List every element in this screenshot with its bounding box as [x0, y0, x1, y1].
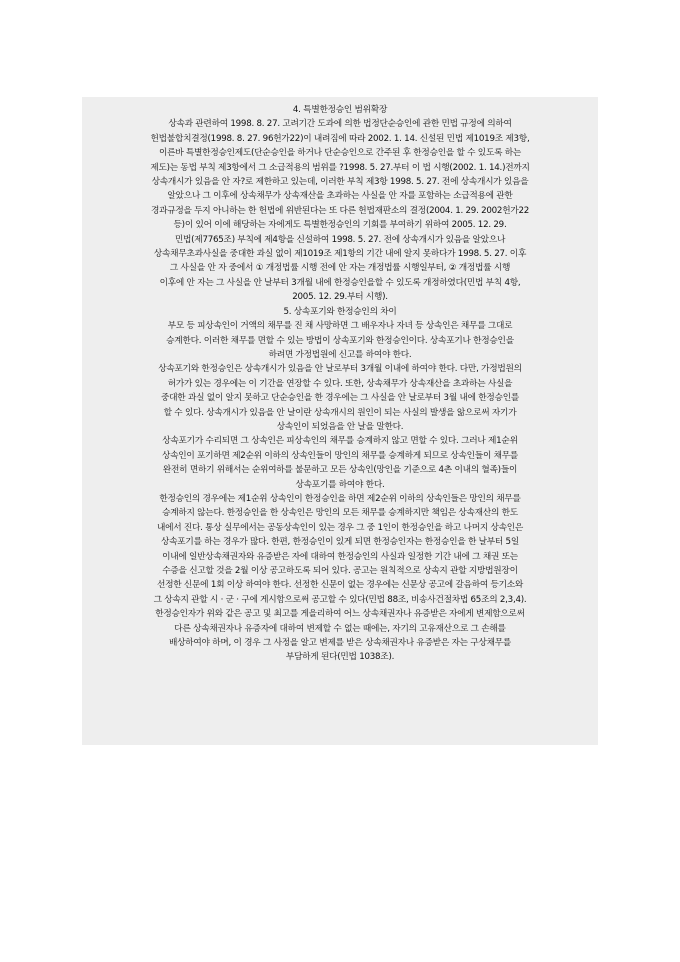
text-line: 하려면 가정법원에 신고를 하여야 한다. [268, 349, 412, 360]
text-line: 알았으나 그 이후에 상속채무가 상속재산을 초과하는 사실을 안 자를 포함하는 소급적용에 관한 [167, 191, 513, 202]
text-line: 상속과 관련하여 1998. 8. 27. 고려기간 도과에 의한 법정단순승인에 관한 민법 규정에 의하여 [168, 119, 512, 130]
text-line: 그 사실을 안 자 중에서 ① 개정법률 시행 전에 안 자는 개정법률 시행일부터, ② 개정법률 시행 [169, 263, 511, 274]
text-line: 헌법불합치결정(1998. 8. 27. 96헌가22)이 내려짐에 따라 2002. 1. 14. 신설된 민법 제1019조 제3항, [150, 133, 530, 144]
text-line: 수증을 신고할 것을 2월 이상 공고하도록 되어 있다. 공고는 원칙적으로 상속지 관할 지방법원장이 [162, 566, 518, 576]
text-line: 내에서 진다. 통상 실무에서는 공동상속인이 있는 경우 그 중 1인이 한정승인을 하고 나머지 상속인은 [156, 522, 524, 533]
text-line: 부담하게 된다(민법 1038조). [285, 652, 395, 663]
document-text [88, 103, 592, 665]
text-line: 중대한 과실 없이 알지 못하고 단순승인을 한 경우에는 그 사실을 안 날로부터 3월 내에 한정승인를 [161, 393, 519, 404]
text-line: 상속포기와 한정승인은 상속개시가 있음을 안 날로부터 3개월 이내에 하여야 한다. 다만, 가정법원의 [158, 364, 522, 375]
text-line: 선정한 신문에 1회 이상 하여야 한다. 선정한 신문이 없는 경우에는 신문상 공고에 갈음하여 등기소와 [156, 580, 524, 591]
text-line: 상속포기가 수리되면 그 상속인은 피상속인의 채무를 승계하지 않고 면할 수 있다. 그러나 제1순위 [162, 436, 518, 447]
text-line: 이내에 일반상속채권자와 유증받은 자에 대하여 한정승인의 사실과 일정한 기간 내에 그 채권 또는 [162, 551, 518, 562]
text-line: 제도)는 동법 부칙 제3항에서 그 소급적용의 범위를 ?1998. 5. 27.부터 이 법 시행(2002. 1. 14.)전까지 [150, 162, 530, 173]
text-line: 상속포기를 하는 경우가 많다. 한편, 한정승인이 있게 되면 한정승인자는 한정승인을 한 날부터 5일 [161, 537, 519, 548]
section-heading-5: 5. 상속포기와 한정승인의 차이 [283, 306, 397, 317]
text-line: 배상하여야 하며, 이 경우 그 사정을 알고 변제를 받은 상속채권자나 유증받은 자는 구상채무를 [168, 638, 512, 649]
text-line: 부모 등 피상속인이 거액의 채무를 진 채 사망하면 그 배우자나 자녀 등 상속인은 채무를 그대로 [167, 321, 513, 332]
text-line: 승계하지 않는다. 한정승인을 한 상속인은 망인의 모든 채무를 승계하지만 책임은 상속재산의 한도 [162, 508, 518, 519]
text-line: 승계한다. 이러한 채무를 면할 수 있는 방법이 상속포기와 한정승인이다. 상속포기나 한정승인을 [166, 335, 514, 346]
text-line: 경과규정을 두지 아니하는 한 헌법에 위반된다는 또 다른 헌법재판소의 결정(2004. 1. 29. 2002헌가22 [150, 205, 530, 216]
text-line: 상속인이 되었음을 안 날을 말한다. [276, 421, 404, 432]
text-line: 이른바 특별한정승인제도(단순승인을 하거나 단순승인으로 간주된 후 한정승인을 할 수 있도록 하는 [158, 148, 522, 159]
text-line: 이후에 안 자는 그 사실을 안 날부터 3개월 내에 한정승인을할 수 있도록 개정하였다(민법 부칙 4항, [159, 277, 521, 288]
text-line: 한정승인의 경우에는 제1순위 상속인이 한정승인을 하면 제2순위 이하의 상속인들은 망인의 채무를 [159, 493, 521, 504]
text-line: 상속채무초과사실을 중대한 과실 없이 제1019조 제1항의 기간 내에 알지 못하다가 1998. 5. 27. 이후 [153, 249, 527, 260]
text-line: 다른 상속채권자나 유증자에 대하여 변제할 수 없는 때에는, 자기의 고유재산으로 그 손해를 [174, 623, 506, 634]
text-line: 상속포기를 하여야 한다. [295, 479, 385, 490]
text-line: 할 수 있다. 상속개시가 있음을 안 날이란 상속개시의 원인이 되는 사실의 발생을 앎으로써 자기가 [163, 407, 517, 418]
text-line: 한정승인자가 위와 같은 공고 및 최고를 게을리하여 어느 상속채권자나 유증받은 자에게 변제함으로써 [155, 609, 525, 620]
text-line: 상속인이 포기하면 제2순위 이하의 상속인들이 망인의 채무를 승계하게 되므로 상속인들이 채무를 [161, 450, 519, 461]
text-line: 2005. 12. 29.부터 시행). [292, 292, 388, 303]
text-line: 완전히 면하기 위해서는 순위여하를 불문하고 모든 상속인(망인을 기준으로 4촌 이내의 혈족)들이 [162, 465, 518, 476]
text-line: 상속개시가 있음을 안 자?로 제한하고 있는데, 이러한 부칙 제3항 1998. 5. 27. 전에 상속개시가 있음을 [151, 177, 529, 188]
text-line: 등)이 있어 이에 해당하는 자에게도 특별한정승인의 기회를 부여하기 위하여 2005. 12. 29. [173, 220, 507, 231]
text-line: 허가가 있는 경우에는 이 기간을 연장할 수 있다. 또한, 상속채무가 상속재산을 초과하는 사실을 [167, 378, 513, 389]
text-line: 민법(제7765조) 부칙에 제4항을 신설하여 1998. 5. 27. 전에 상속개시가 있음을 알았으나 [174, 234, 506, 245]
section-heading-4: 4. 특별한정승인 범위확장 [292, 105, 388, 115]
text-line: 그 상속지 관할 시 · 군 · 구에 게시함으로써 공고할 수 있다(민법 88조, 비송사건절차법 65조의 2,3,4). [153, 594, 527, 605]
